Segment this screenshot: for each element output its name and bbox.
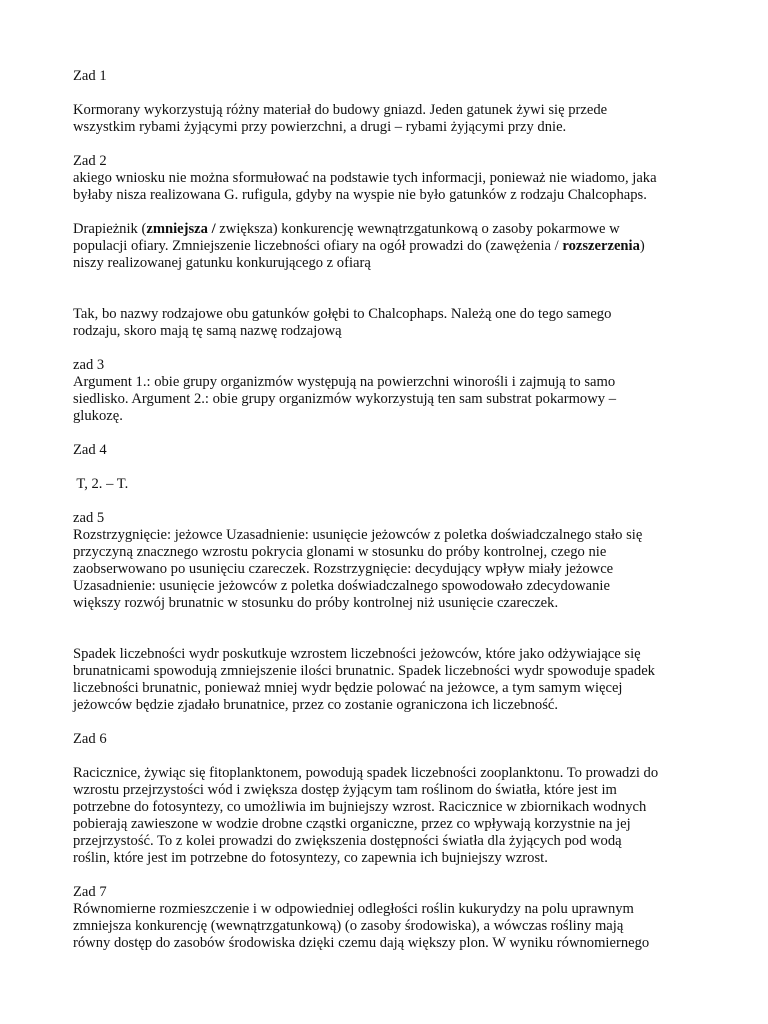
zad4-heading: Zad 4 <box>73 442 107 458</box>
zad5-line-4: Uzasadnienie: usunięcie jeżowców z poletka doświadczalnego spowodowało zdecydowanie <box>73 578 610 594</box>
zad2-p2-line-2: populacji ofiary. Zmniejszenie liczebności ofiary na ogół prowadzi do (zawężenia / rozszerzenia) <box>73 238 645 254</box>
zad6-heading: Zad 6 <box>73 731 107 747</box>
zad5-heading: zad 5 <box>73 510 105 526</box>
zad5-line-1: Rozstrzygnięcie: jeżowce Uzasadnienie: usunięcie jeżowców z poletka doświadczalnego stało się <box>73 527 643 543</box>
zad2-p2-line-3: niszy realizowanej gatunku konkurującego z ofiarą <box>73 255 371 271</box>
zad4-answer: T, 2. – T. <box>73 476 129 492</box>
zad5-line-5: większy rozwój brunatnic w stosunku do próby kontrolnej niż usunięcie czareczek. <box>73 595 559 611</box>
zad2-p3-line-1: Tak, bo nazwy rodzajowe obu gatunków gołębi to Chalcophaps. Należą one do tego samego <box>73 306 612 322</box>
zad5-p2-line-3: liczebności brunatnic, ponieważ mniej wydr będzie polować na jeżowce, a tym samym więcej <box>73 680 623 696</box>
bold-answer-zmniejsza: zmniejsza / <box>146 221 216 237</box>
zad2-p2-line-1: Drapieżnik (zmniejsza / zwiększa) konkurencję wewnątrzgatunkową o zasoby pokarmowe w <box>73 221 620 237</box>
zad6-line-5: przejrzystość. To z kolei prowadzi do zwiększenia dostępności światła dla żyjących pod wodą <box>73 833 622 849</box>
zad7-line-3: równy dostęp do zasobów środowiska dzięki czemu dają większy plon. W wyniku równomiernego <box>73 935 650 951</box>
zad5-line-3: zaobserwowano po usunięciu czareczek. Rozstrzygnięcie: decydujący wpływ miały jeżowce <box>73 561 614 577</box>
bold-answer-rozszerzenia: rozszerzenia <box>562 238 640 254</box>
zad1-heading: Zad 1 <box>73 68 107 84</box>
zad6-line-4: pobierają zawieszone w wodzie drobne cząstki organiczne, przez co wpływają korzystnie na jej <box>73 816 631 832</box>
zad2-line-1: akiego wniosku nie można sformułować na podstawie tych informacji, ponieważ nie wiadomo, jaka <box>73 170 657 186</box>
zad3-line-1: Argument 1.: obie grupy organizmów występują na powierzchni winorośli i zajmują to samo <box>73 374 616 390</box>
document-page <box>73 68 703 952</box>
zad2-line-2: byłaby nisza realizowana G. rufigula, gdyby na wyspie nie było gatunków z rodzaju Chalcophaps. <box>73 187 647 203</box>
zad5-p2-line-2: brunatnicami spowodują zmniejszenie ilości brunatnic. Spadek liczebności wydr spowoduje spadek <box>73 663 655 679</box>
zad6-line-2: wzrostu przejrzystości wód i zwiększa dostęp żyjącym tam roślinom do światła, które jest im <box>73 782 617 798</box>
zad1-line-1: Kormorany wykorzystują różny materiał do budowy gniazd. Jeden gatunek żywi się przede <box>73 102 608 118</box>
zad5-line-2: przyczyną znacznego wzrostu pokrycia glonami w stosunku do próby kontrolnej, czego nie <box>73 544 607 560</box>
zad6-line-3: potrzebne do fotosyntezy, co umożliwia im bujniejszy wzrost. Racicznice w zbiornikach wodnych <box>73 799 647 815</box>
zad3-heading: zad 3 <box>73 357 105 373</box>
zad7-line-1: Równomierne rozmieszczenie i w odpowiedniej odległości roślin kukurydzy na polu uprawnym <box>73 901 634 917</box>
zad1-line-2: wszystkim rybami żyjącymi przy powierzchni, a drugi – rybami żyjącymi przy dnie. <box>73 119 567 135</box>
zad6-line-6: roślin, które jest im potrzebne do fotosyntezy, co zapewnia ich bujniejszy wzrost. <box>73 850 548 866</box>
zad7-heading: Zad 7 <box>73 884 107 900</box>
zad2-p3-line-2: rodzaju, skoro mają tę samą nazwę rodzajową <box>73 323 342 339</box>
zad3-line-2: siedlisko. Argument 2.: obie grupy organizmów wykorzystują ten sam substrat pokarmowy – <box>73 391 617 407</box>
zad5-p2-line-4: jeżowców będzie zjadało brunatnice, przez co zostanie ograniczona ich liczebność. <box>73 697 558 713</box>
zad5-p2-line-1: Spadek liczebności wydr poskutkuje wzrostem liczebności jeżowców, które jako odżywiające się <box>73 646 641 662</box>
zad3-line-3: glukozę. <box>73 408 123 424</box>
zad6-line-1: Racicznice, żywiąc się fitoplanktonem, powodują spadek liczebności zooplanktonu. To prowadzi do <box>73 765 659 781</box>
zad7-line-2: zmniejsza konkurencję (wewnątrzgatunkową) (o zasoby środowiska), a wówczas rośliny mają <box>73 918 624 934</box>
zad2-heading: Zad 2 <box>73 153 107 169</box>
